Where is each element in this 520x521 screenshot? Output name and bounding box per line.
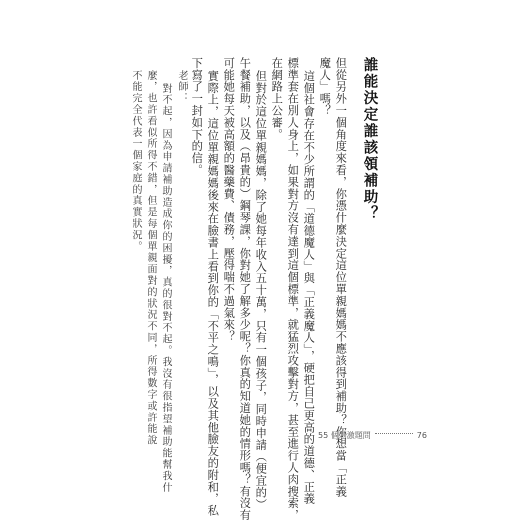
- page-number: 76: [416, 431, 427, 440]
- paragraph-line: 但對於這位單親媽媽，除了她每年收入五十萬，只有一個孩子，同時申請（便宜的）: [254, 70, 268, 511]
- page-footer: [318, 430, 427, 441]
- letter-line: 麼，也許看似所得不錯，但是每個單親面對的狀況不同，所得數字或許能說: [145, 70, 156, 447]
- paragraph-line: 在網路上公審。: [270, 57, 284, 141]
- letter-line: 不能完全代表一個家庭的真實狀況。: [130, 70, 141, 253]
- paragraph-line: 標準套在別人身上，如果對方沒有達到這個標準，就猛烈攻擊對方，甚至進行人肉搜索，: [286, 57, 300, 521]
- paragraph-line: 魔人」嗎？: [318, 57, 332, 117]
- page-title: 誰能決定誰該領補助？: [361, 57, 378, 222]
- paragraph-line: 午餐補助，以及（昂貴的）鋼琴課，你對她了解多少呢？你真的知道她的情形嗎？有沒有: [238, 57, 252, 521]
- paragraph-line: 這個社會存在不少所謂的「道德魔人」與「正義魔人」，硬把自己更高的道德、正義: [302, 70, 316, 505]
- paragraph-line: 下寫了一封如下的信。: [190, 57, 204, 176]
- footer-section-title: 55 個刺激題問: [318, 431, 371, 440]
- paragraph-line: 可能她每天被高額的醫藥費、債務，壓得喘不過氣來？: [222, 57, 236, 343]
- footer-dot-leader: [375, 433, 413, 434]
- paragraph-line: 但從另外一個角度來看，你憑什麼決定這位單親媽媽不應該得到補助？你想當「正義: [334, 57, 348, 498]
- letter-line: 對不起，因為申請補助造成你的困擾，真的很對不起。我沒有很指望補助能幫我什: [160, 83, 171, 494]
- letter-salutation: 老師：: [176, 70, 187, 105]
- paragraph-line: 實際上，這位單親媽媽後來在臉書上看到你的「不平之鳴」，以及其他臉友的附和，私: [206, 70, 220, 517]
